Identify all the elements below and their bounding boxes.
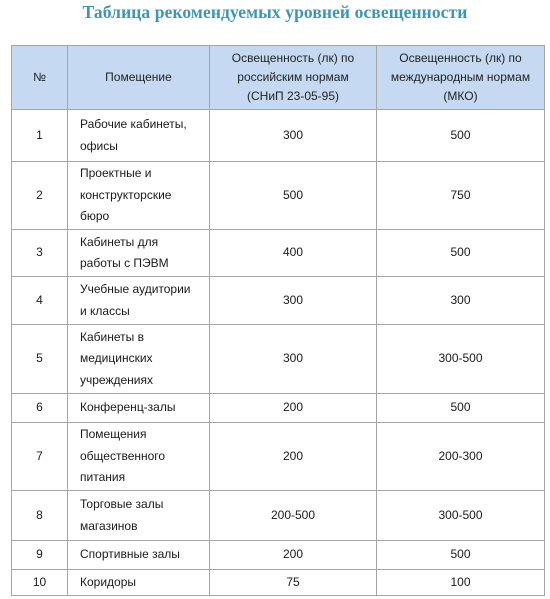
intl-norm-value: 300-500 bbox=[377, 491, 545, 541]
room-name bbox=[68, 230, 210, 277]
table-row bbox=[12, 541, 545, 570]
room-line: Кабинеты в bbox=[80, 329, 144, 344]
table-row bbox=[12, 230, 545, 277]
row-number: 8 bbox=[12, 491, 68, 541]
room-name bbox=[68, 541, 210, 570]
row-number: 2 bbox=[12, 162, 68, 230]
header-ru-line: Освещенность (лк) по bbox=[231, 51, 355, 65]
room-line: Кабинеты для bbox=[80, 234, 159, 249]
intl-norm-value: 100 bbox=[377, 570, 545, 596]
header-room: Помещение bbox=[68, 46, 210, 110]
room-line: Рабочие кабинеты, bbox=[80, 117, 187, 131]
row-number: 6 bbox=[12, 394, 68, 423]
ru-norm-value: 300 bbox=[210, 325, 377, 394]
ru-norm-value: 500 bbox=[210, 162, 377, 230]
room-line: офисы bbox=[80, 138, 118, 153]
page-title: Таблица рекомендуемых уровней освещенности bbox=[82, 2, 468, 22]
room-line: бюро bbox=[80, 209, 110, 224]
room-name bbox=[68, 570, 210, 596]
room-name bbox=[68, 491, 210, 541]
intl-norm-value: 200-300 bbox=[377, 423, 545, 491]
row-number: 10 bbox=[12, 570, 68, 596]
header-intl-line: международным нормам bbox=[390, 70, 531, 84]
room-line: Проектные и bbox=[80, 166, 152, 181]
ru-norm-value: 400 bbox=[210, 230, 377, 277]
room-line: Учебные аудитории bbox=[80, 282, 191, 296]
row-number: 3 bbox=[12, 230, 68, 277]
intl-norm-value: 500 bbox=[377, 541, 545, 570]
table-row bbox=[12, 325, 545, 394]
intl-norm-value: 300 bbox=[377, 277, 545, 325]
room-name bbox=[68, 394, 210, 423]
room-line: конструкторские bbox=[80, 187, 172, 202]
ru-norm-value: 200 bbox=[210, 394, 377, 423]
room-line: Коридоры bbox=[80, 574, 137, 589]
ru-norm-value: 200 bbox=[210, 541, 377, 570]
room-line: учреждениях bbox=[80, 372, 153, 387]
intl-norm-value: 300-500 bbox=[377, 325, 545, 394]
ru-norm-value: 75 bbox=[210, 570, 377, 596]
header-ru-line: российским нормам bbox=[237, 70, 349, 84]
ru-norm-value: 300 bbox=[210, 110, 377, 162]
room-line: Спортивные залы bbox=[80, 547, 180, 562]
intl-norm-value: 500 bbox=[377, 394, 545, 423]
room-name bbox=[68, 277, 210, 325]
table-header-row bbox=[12, 46, 545, 110]
header-ru-line: (СНиП 23-05-95) bbox=[246, 89, 340, 103]
room-line: работы с ПЭВМ bbox=[80, 256, 169, 270]
room-line: медицинских bbox=[80, 351, 153, 366]
room-line: Помещения bbox=[80, 427, 147, 442]
row-number: 4 bbox=[12, 277, 68, 325]
illumination-table bbox=[11, 45, 545, 596]
row-number: 7 bbox=[12, 423, 68, 491]
room-name bbox=[68, 325, 210, 394]
intl-norm-value: 500 bbox=[377, 110, 545, 162]
ru-norm-value: 200 bbox=[210, 423, 377, 491]
table-row bbox=[12, 423, 545, 491]
header-intl-line: Освещенность (лк) по bbox=[399, 51, 522, 65]
intl-norm-value: 500 bbox=[377, 230, 545, 277]
table-row bbox=[12, 110, 545, 162]
row-number: 1 bbox=[12, 110, 68, 162]
room-line: Торговые залы bbox=[80, 497, 164, 511]
room-line: магазинов bbox=[80, 518, 138, 533]
room-name bbox=[68, 110, 210, 162]
room-name bbox=[68, 162, 210, 230]
room-line: питания bbox=[80, 470, 126, 485]
table-row bbox=[12, 491, 545, 541]
header-intl-norm bbox=[377, 46, 545, 110]
table-row bbox=[12, 570, 545, 596]
ru-norm-value: 300 bbox=[210, 277, 377, 325]
table-row bbox=[12, 162, 545, 230]
intl-norm-value: 750 bbox=[377, 162, 545, 230]
table-row bbox=[12, 394, 545, 423]
header-number: № bbox=[12, 46, 68, 110]
ru-norm-value: 200-500 bbox=[210, 491, 377, 541]
room-line: и классы bbox=[80, 303, 130, 318]
row-number: 9 bbox=[12, 541, 68, 570]
room-line: общественного bbox=[80, 448, 166, 463]
header-ru-norm bbox=[210, 46, 377, 110]
room-name bbox=[68, 423, 210, 491]
room-line: Конференц-залы bbox=[80, 400, 176, 415]
row-number: 5 bbox=[12, 325, 68, 394]
table-row bbox=[12, 277, 545, 325]
header-intl-line: (МКО) bbox=[443, 89, 478, 103]
